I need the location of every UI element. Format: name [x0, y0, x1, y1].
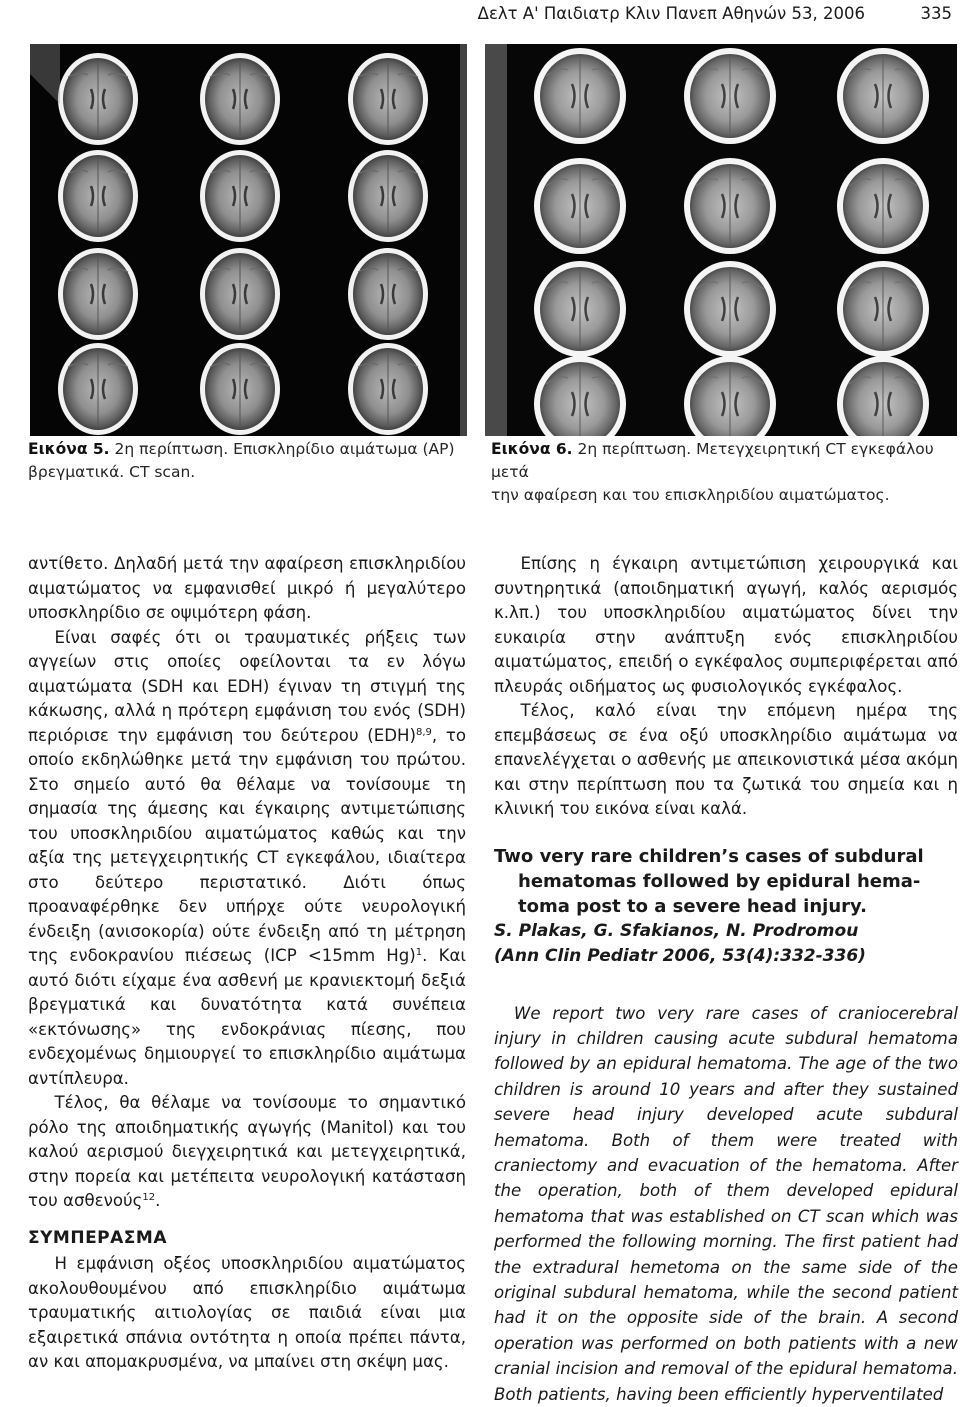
paragraph: Τέλος, καλό είναι την επόμενη ημέρα της επεμβάσεως σε ένα οξύ υποσκληρίδιο αιμάτωμα να επανελέγχεται ο ασθενής με απεικονιστικά μέσα ακόμη και στην περίπτωση που τα ζωτικά του σημεία και η κλινική του εικόνα είναι καλά. [494, 699, 958, 822]
paragraph-text: . Και αυτό διότι είχαμε ένα ασθενή με κρανιεκτομή δεξιά βρεγματικά και δυνατότητα κατά συνέπεια «εκτόνωσης» της ενδοκράνιας πίεσης, που ενδεχομένως δημιουργεί το επισκληρίδιο αιμάτωμα αντίπλευρα. [28, 946, 466, 1088]
figure-6-ct-scan-image [485, 44, 957, 436]
abstract-citation: (Ann Clin Pediatr 2006, 53(4):332-336) [494, 944, 958, 969]
paragraph-text: . [155, 1191, 160, 1210]
left-text-column [28, 552, 466, 1375]
page-number: 335 [921, 4, 953, 23]
right-text-column [494, 552, 958, 1407]
figure-6-caption-text-2: την αφαίρεση και του επισκληριδίου αιματώματος. [491, 486, 890, 504]
figure-5-caption [28, 438, 468, 484]
paragraph-text: , το οποίο εκδηλώθηκε μετά την εμφάνιση του πρώτου. Στο σημείο αυτό θα θέλαμε να τονίσουμε τη σημασία της άμεσης και έγκαιρης αντιμετώπισης του υποσκληριδίου αιματώματος καθώς και την αξία της μετεγχειρητικής CT εγκεφάλου, ιδιαίτερα στο δεύτερο περιστατικό. Διότι όπως προαναφέρθηκε δεν υπήρχε ούτε νευρολογική ένδειξη (ανισοκορία) ούτε ένδειξη από τη μέτρηση της ενδοκρανίου πιέσεως (ICP <15mm Hg) [28, 726, 466, 966]
paragraph: Επίσης η έγκαιρη αντιμετώπιση χειρουργικά και συντηρητικά (αποιδηματική αγωγή, καλός αερισμός κ.λπ.) του υποσκληριδίου αιματώματος δίνει την ευκαιρία στην ανάπτυξη ενός επισκληριδίου αιματώματος, επειδή ο εγκέφαλος συμπεριφέρεται από πλευράς οιδήματος ως φυσιολογικός εγκέφαλος. [494, 552, 958, 699]
paragraph-text: Είναι σαφές ότι οι τραυματικές ρήξεις των αγγείων στις οποίες οφείλονται τα εν λόγω αιματώματα (SDH και EDH) έγιναν τη στιγμή της κάκωσης, αλλά η πρότερη εμφάνιση του ενός (SDH) περιόρισε την εμφάνιση του δεύτερου (EDH) [28, 628, 466, 745]
citation-superscript: 1 [416, 947, 422, 958]
paragraph [28, 626, 466, 1092]
figure-6-caption [491, 438, 957, 507]
abstract-title-line: hematomas followed by epidural hema- [494, 869, 958, 894]
abstract-title-line: Two very rare children’s cases of subdural [494, 844, 958, 869]
figure-5-ct-scan-image [30, 44, 467, 436]
figure-5-caption-text-1: 2η περίπτωση. Επισκληρίδιο αιμάτωμα (ΑΡ) [115, 440, 455, 458]
abstract-authors: S. Plakas, G. Sfakianos, N. Prodromou [494, 919, 958, 944]
citation-superscript: 8,9 [416, 727, 432, 738]
figure-6-caption-text-1: 2η περίπτωση. Μετεγχειρητική CT εγκεφάλου μετά [491, 440, 934, 481]
abstract-title-line: toma post to a severe head injury. [494, 894, 958, 919]
paragraph-text: Τέλος, θα θέλαμε να τονίσουμε το σημαντικό ρόλο της αποιδηματικής αγωγής (Manitol) και του καλού αερισμού διεγχειρητικά και μετεγχειρητικά, στην πορεία και μετέπειτα νευρολογική κατάσταση του ασθενούς [28, 1093, 466, 1210]
abstract-body: We report two very rare cases of craniocerebral injury in children causing acute subdural hematoma followed by an epidural hematoma. The age of the two children is around 10 years and after they sustained severe head injury developed acute subdural hematoma. Both of them were treated with craniectomy and evacuation of the hematoma. After the operation, both of them developed epidural hematoma that was established on CT scan which was performed the following morning. The first patient had the extradural hemetoma on the same side of the original subdural hematoma, while the second patient had it on the opposite side of the brain. A second operation was performed on both patients with a new cranial incision and removal of the epidural hematoma. Both patients, having been efficiently hyperventilated [494, 1001, 958, 1407]
citation-superscript: 12 [142, 1192, 155, 1203]
abstract-title [494, 844, 958, 919]
journal-title: Δελτ Α' Παιδιατρ Κλιν Πανεπ Αθηνών 53, 2006 [478, 4, 865, 23]
paragraph: Η εμφάνιση οξέος υποσκληριδίου αιματώματος ακολουθουμένου από επισκληρίδιο αιμάτωμα τραυματικής αιτιολογίας σε παιδιά είναι μια εξαιρετικά σπάνια οντότητα η οποία πρέπει πάντα, αν και απομακρυσμένα, να μπαίνει στη σκέψη μας. [28, 1252, 466, 1375]
paragraph [28, 1091, 466, 1214]
paragraph: αντίθετο. Δηλαδή μετά την αφαίρεση επισκληριδίου αιματώματος να εμφανισθεί μικρό ή μεγαλύτερο υποσκληρίδιο σε οψιμότερη φάση. [28, 552, 466, 626]
figure-5-label: Εικόνα 5. [28, 440, 110, 458]
running-head [0, 4, 960, 26]
figure-5-caption-text-2: βρεγματικά. CT scan. [28, 463, 195, 481]
figure-6-label: Εικόνα 6. [491, 440, 573, 458]
section-heading: ΣΥΜΠΕΡΑΣΜΑ [28, 1226, 466, 1251]
